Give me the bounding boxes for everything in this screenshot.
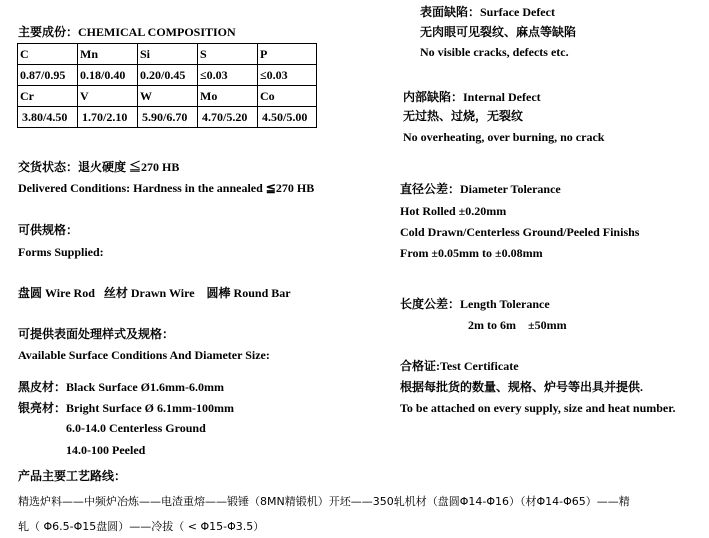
element-cell: Cr [18, 86, 78, 107]
surface-conditions-en: Available Surface Conditions And Diameter Size: [18, 348, 270, 362]
table-row [18, 65, 317, 86]
forms-supplied-en: Forms Supplied: [18, 245, 104, 259]
diameter-tolerance-title: 直径公差：Diameter Tolerance [400, 182, 561, 196]
element-cell: C [18, 44, 78, 65]
value-cell: 5.90/6.70 [138, 107, 198, 128]
value-cell: 3.80/4.50 [18, 107, 78, 128]
diameter-tolerance-hot-rolled: Hot Rolled ±0.20mm [400, 204, 507, 218]
element-cell: Mn [78, 44, 138, 65]
surface-conditions-cn: 可提供表面处理样式及规格： [18, 327, 175, 341]
forms-supplied-items: 盘圆 Wire Rod 丝材 Drawn Wire 圆棒 Round Bar [18, 286, 291, 300]
element-cell: S [198, 44, 258, 65]
value-cell: 0.20/0.45 [138, 65, 198, 86]
test-certificate-title: 合格证:Test Certificate [400, 359, 519, 373]
value-cell: 0.87/0.95 [18, 65, 78, 86]
delivered-conditions-cn: 交货状态：退火硬度 ≦270 HB [18, 160, 180, 174]
table-row [18, 107, 317, 128]
length-tolerance-value: 2m to 6m ±50mm [468, 318, 567, 332]
black-surface: 黑皮材：Black Surface Ø1.6mm-6.0mm [18, 380, 224, 394]
surface-defect-en: No visible cracks, defects etc. [420, 45, 569, 59]
process-route-line-2: 轧（ Φ6.5-Φ15盘圆）——冷拔（ < Φ15-Φ3.5） [18, 520, 265, 533]
forms-supplied-cn: 可供规格： [18, 223, 79, 237]
process-route-line-1: 精选炉料——中频炉冶炼——电渣重熔——锻锤（8MN精锻机）开坯——350轧机材（盘圆Φ14-Φ16）（材Φ14-Φ65）——精 [18, 495, 630, 508]
element-cell: P [258, 44, 317, 65]
value-cell: 0.18/0.40 [78, 65, 138, 86]
chemical-composition-title: 主要成份：CHEMICAL COMPOSITION [18, 25, 236, 39]
value-cell: ≤0.03 [258, 65, 317, 86]
value-cell: 1.70/2.10 [78, 107, 138, 128]
value-cell: ≤0.03 [198, 65, 258, 86]
element-cell: W [138, 86, 198, 107]
test-certificate-en: To be attached on every supply, size and heat number. [400, 401, 676, 415]
internal-defect-en: No overheating, over burning, no crack [403, 130, 605, 144]
peeled: 14.0-100 Peeled [66, 443, 146, 457]
surface-defect-title: 表面缺陷：Surface Defect [420, 5, 555, 19]
element-cell: Mo [198, 86, 258, 107]
internal-defect-cn: 无过热、过烧，无裂纹 [403, 109, 524, 123]
value-cell: 4.70/5.20 [198, 107, 258, 128]
table-row [18, 44, 317, 65]
table-row [18, 86, 317, 107]
test-certificate-cn: 根据每批货的数量、规格、炉号等出具并提供. [400, 380, 644, 394]
element-cell: Co [258, 86, 317, 107]
delivered-conditions-en: Delivered Conditions: Hardness in the annealed ≦270 HB [18, 181, 315, 195]
centerless-ground: 6.0-14.0 Centerless Ground [66, 421, 206, 435]
process-route-title: 产品主要工艺路线： [18, 469, 127, 483]
internal-defect-title: 内部缺陷：Internal Defect [403, 90, 541, 104]
chemical-composition-table [17, 43, 317, 128]
bright-surface: 银亮材：Bright Surface Ø 6.1mm-100mm [18, 401, 234, 415]
length-tolerance-title: 长度公差：Length Tolerance [400, 297, 550, 311]
diameter-tolerance-cold-drawn: Cold Drawn/Centerless Ground/Peeled Finishs [400, 225, 640, 239]
element-cell: V [78, 86, 138, 107]
surface-defect-cn: 无肉眼可见裂纹、麻点等缺陷 [420, 25, 577, 39]
diameter-tolerance-range: From ±0.05mm to ±0.08mm [400, 246, 543, 260]
element-cell: Si [138, 44, 198, 65]
value-cell: 4.50/5.00 [258, 107, 317, 128]
